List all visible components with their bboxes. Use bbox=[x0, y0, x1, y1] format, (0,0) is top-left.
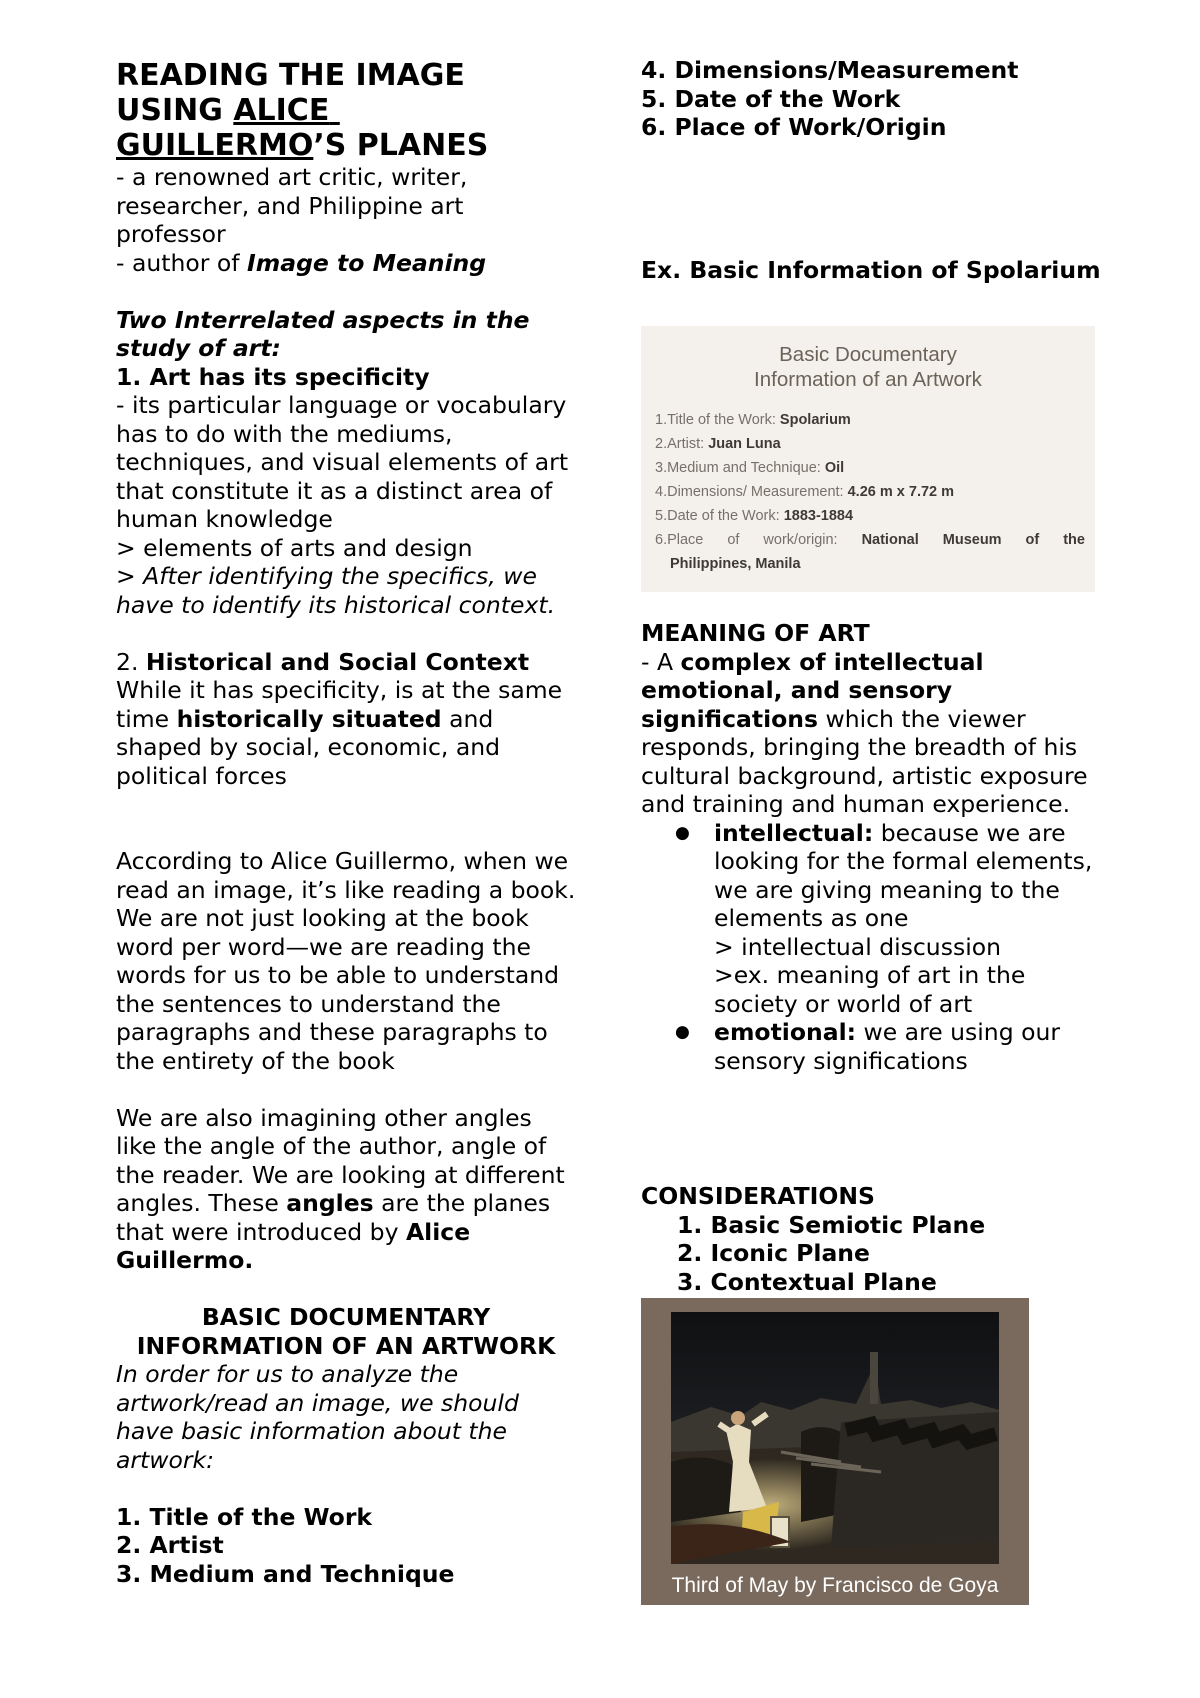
spolarium-info-card bbox=[641, 326, 1095, 592]
card-title: Basic Documentary Information of an Artwork bbox=[754, 343, 982, 391]
considerations-section bbox=[641, 1182, 1111, 1296]
card-row-continued: Philippines, Manila bbox=[670, 556, 801, 572]
left-column bbox=[116, 0, 576, 1588]
aspect-1-note: > After identifying the specifics, we have to identify its historical context. bbox=[116, 562, 556, 619]
info-item: 1. Title of the Work bbox=[116, 1502, 373, 1531]
card-row: 2.Artist: Juan Luna bbox=[655, 436, 781, 452]
bullet-emotional: ● emotional: we are using our sensory significations bbox=[641, 1018, 1111, 1075]
author-description: - a renowned art critic, writer, researcher, and Philippine art professor bbox=[116, 163, 468, 248]
card-row: 6.Place of work/origin: National Museum of the bbox=[655, 532, 1085, 548]
info-item: 5. Date of the Work bbox=[641, 84, 901, 113]
aspect-2-text: While it has specificity, is at the same time historically situated and shaped by social, economic, and political forces bbox=[116, 676, 563, 790]
page-title: READING THE IMAGE USING ALICE GUILLERMO’S PLANES bbox=[116, 58, 489, 163]
painting-artwork bbox=[671, 1312, 999, 1564]
painting-figure-head bbox=[731, 1411, 745, 1425]
card-row: 1.Title of the Work: Spolarium bbox=[655, 412, 851, 428]
meaning-section bbox=[641, 619, 1111, 1075]
painting-image bbox=[641, 1298, 1029, 1605]
aspect-1-text: - its particular language or vocabulary has to do with the mediums, techniques, and visual elements of art that constitute it as a distinct area of human knowledge bbox=[116, 391, 569, 533]
bullet-intellectual: ● intellectual: because we are looking for the formal elements, we are giving meaning to the elements as one > intellectual discussion >ex. meaning of art in the society or world of art bbox=[641, 819, 1111, 1019]
meaning-heading: MEANING OF ART bbox=[641, 619, 870, 647]
considerations-heading: CONSIDERATIONS bbox=[641, 1182, 875, 1210]
consideration-item: 2. Iconic Plane bbox=[677, 1239, 870, 1267]
info-item: 4. Dimensions/Measurement bbox=[641, 56, 1019, 84]
basic-info-heading: BASIC DOCUMENTARY INFORMATION OF AN ARTWORK bbox=[136, 1303, 556, 1360]
painting-caption: Third of May by Francisco de Goya bbox=[671, 1574, 999, 1597]
info-item: 6. Place of Work/Origin bbox=[641, 113, 947, 141]
basic-info-intro: In order for us to analyze the artwork/read an image, we should have basic information about the artwork: bbox=[116, 1360, 519, 1474]
aspect-2-title: 2. Historical and Social Context bbox=[116, 647, 530, 676]
info-item: 3. Medium and Technique bbox=[116, 1559, 455, 1588]
consideration-item: 3. Contextual Plane bbox=[677, 1267, 937, 1296]
card-row: 4.Dimensions/ Measurement: 4.26 m x 7.72 m bbox=[655, 484, 955, 500]
considerations-list bbox=[641, 1211, 1111, 1297]
painting-tower bbox=[870, 1352, 878, 1404]
card-row: 5.Date of the Work: 1883-1884 bbox=[655, 508, 854, 524]
aspect-1-title: 1. Art has its specificity bbox=[116, 362, 430, 391]
info-item: 2. Artist bbox=[116, 1531, 224, 1559]
aspects-heading: Two Interrelated aspects in the study of art: bbox=[116, 305, 530, 362]
angles-paragraph: We are also imagining other angles like the angle of the author, angle of the reader. We are looking at different angles. These angles are the planes that were introduced by Alice Guillermo. bbox=[116, 1103, 565, 1274]
reading-paragraph: According to Alice Guillermo, when we read an image, it’s like reading a book. We are not just looking at the book word per word—we are reading the words for us to be able to understand the sentences to understand the paragraphs and these paragraphs to the entirety of the book bbox=[116, 847, 576, 1075]
consideration-item: 1. Basic Semiotic Plane bbox=[677, 1210, 986, 1239]
meaning-text: - A complex of intellectual emotional, and sensory significations which the viewer responds, bringing the breadth of his cultural background, artistic exposure and training and human experience. bbox=[641, 647, 1088, 818]
aspect-1-point: > elements of arts and design bbox=[116, 533, 473, 562]
author-book: - author of Image to Meaning bbox=[116, 248, 487, 277]
example-heading: Ex. Basic Information of Spolarium bbox=[641, 255, 1101, 284]
card-list bbox=[655, 408, 1085, 576]
card-row: 3.Medium and Technique: Oil bbox=[655, 460, 845, 476]
meaning-bullets bbox=[641, 819, 1111, 1076]
